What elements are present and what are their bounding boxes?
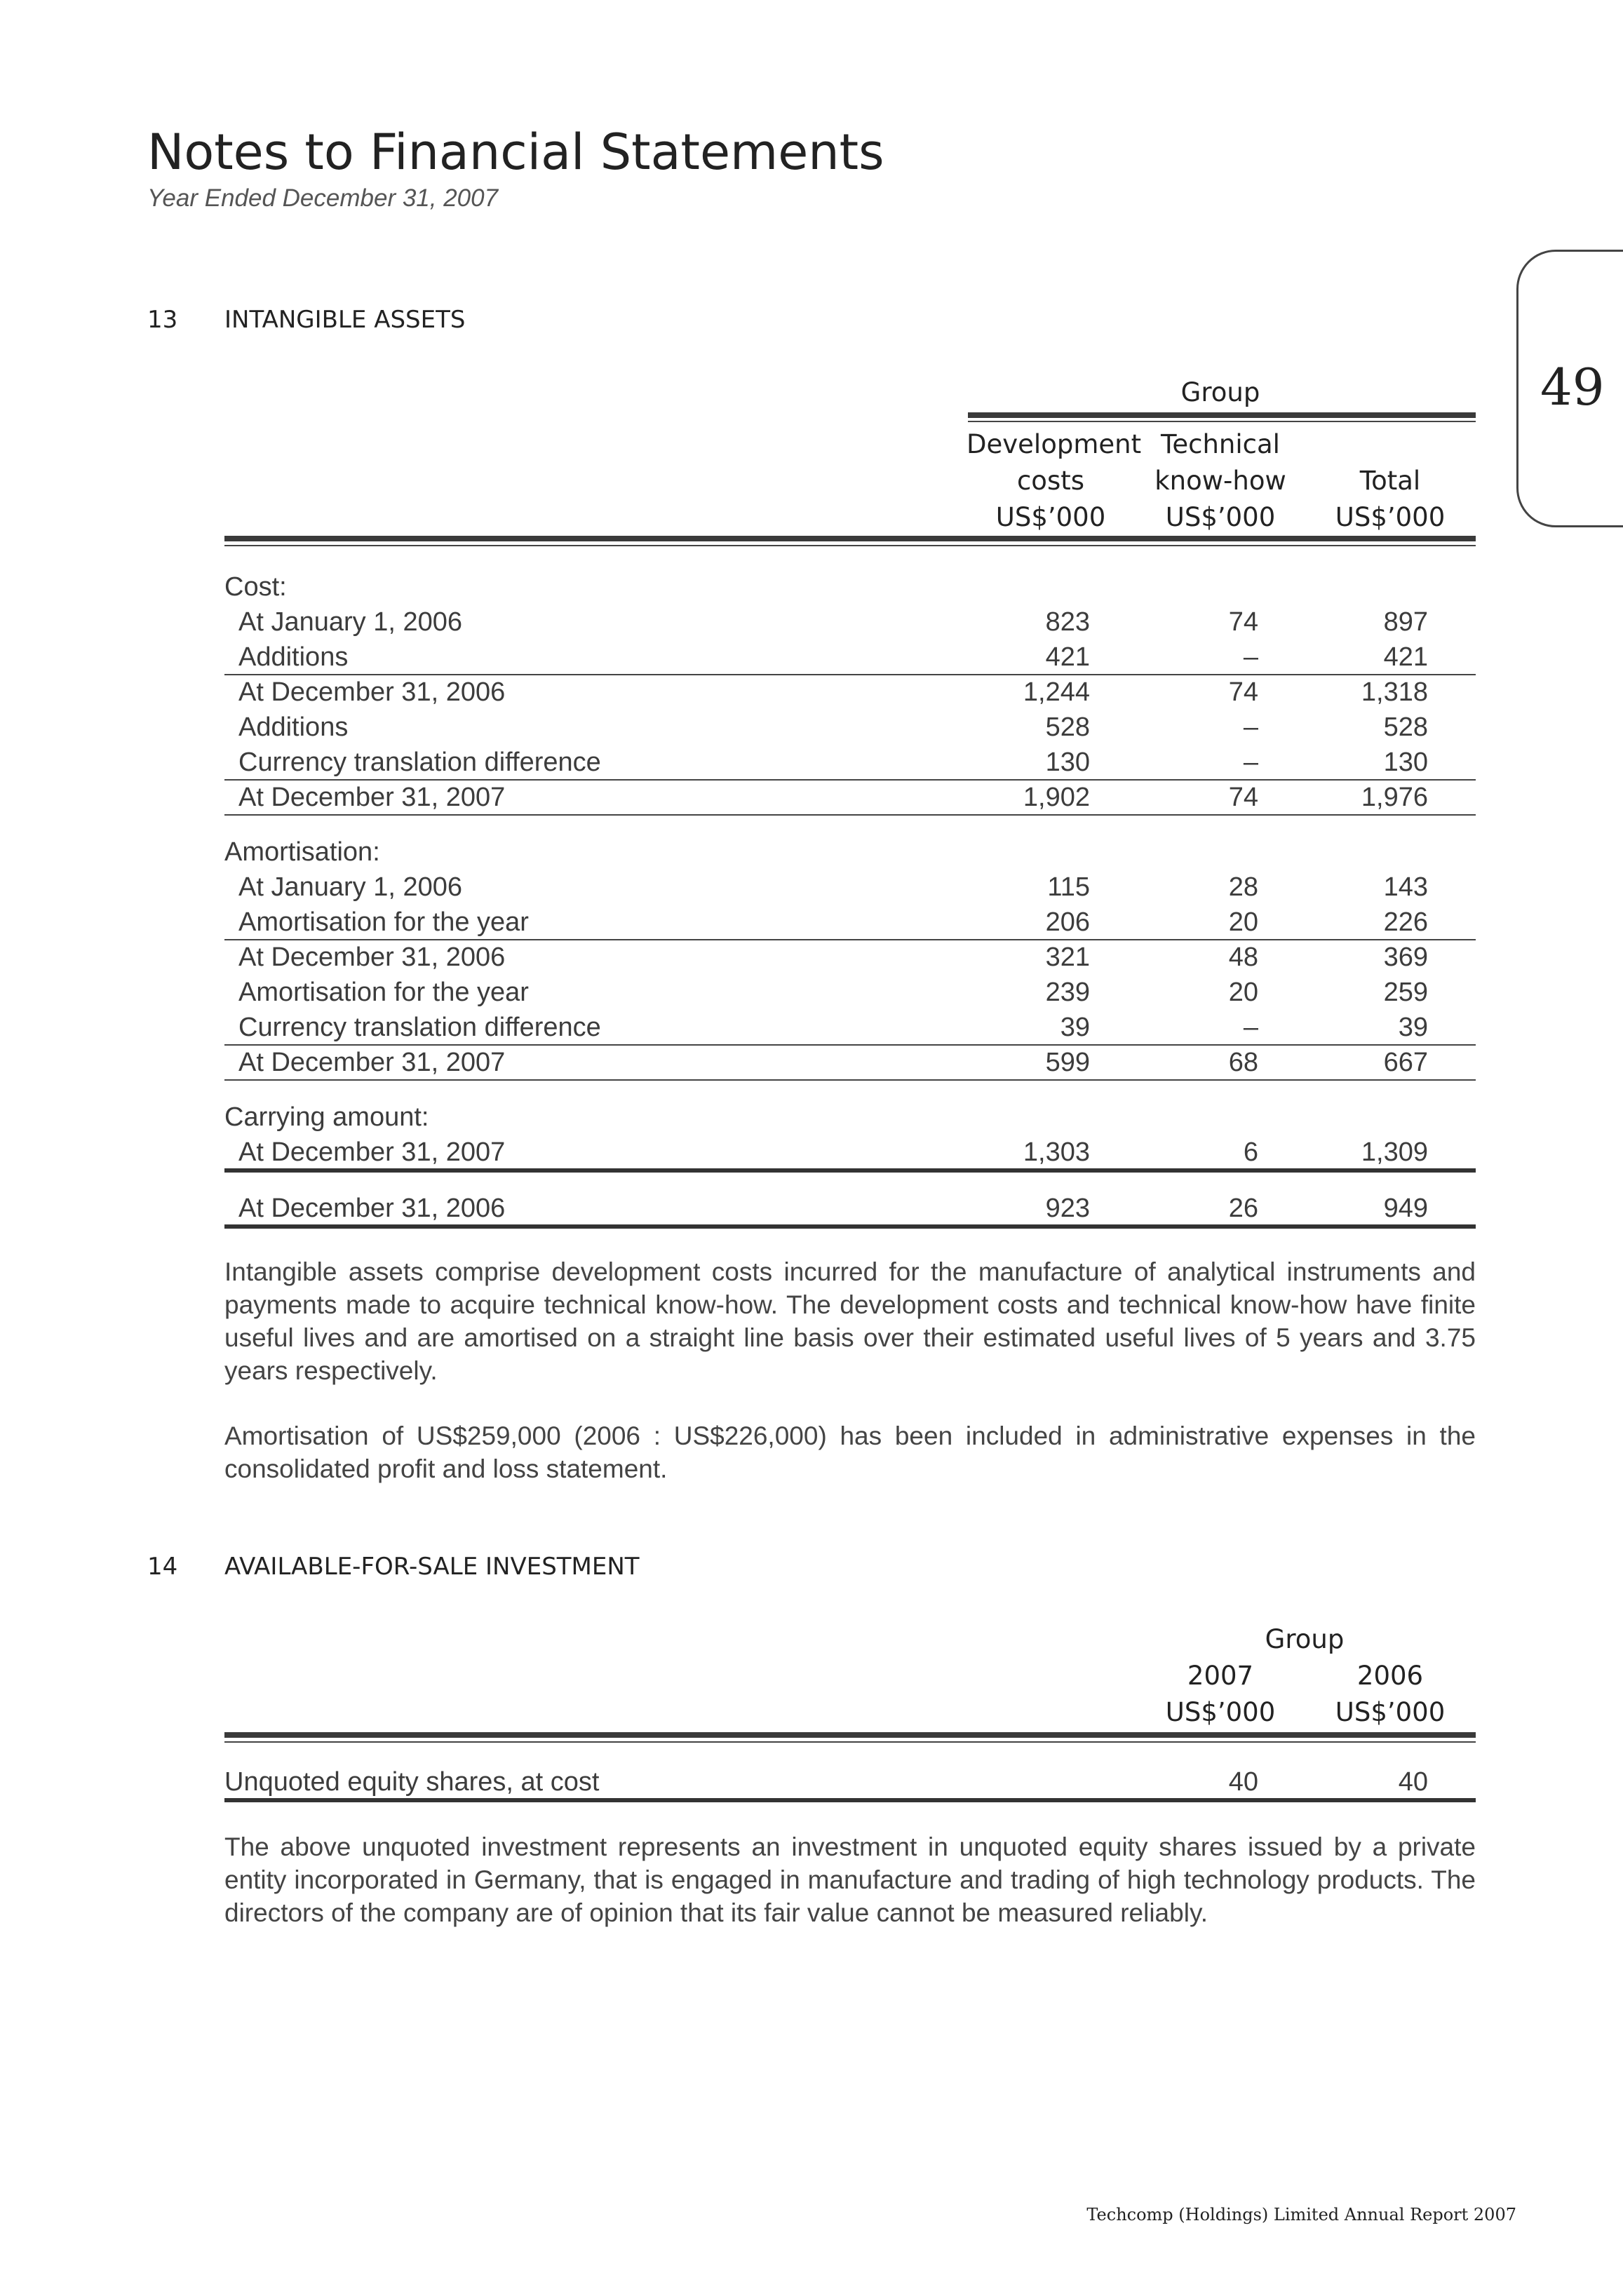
col-header-total: Total US$’000	[1335, 466, 1446, 532]
table-row: At December 31, 2007 1,303 6 1,309	[224, 1135, 1476, 1170]
group-rule-thin	[968, 421, 1476, 422]
table-row: At January 1, 2006 823 74 897	[238, 607, 1428, 637]
col-header-2007: 2007 US$’000	[1165, 1661, 1276, 1727]
section-13-number: 13	[147, 306, 178, 334]
table-header-rule	[224, 536, 1476, 541]
col-header-2006: 2006 US$’000	[1335, 1661, 1446, 1727]
section-14-number: 14	[147, 1553, 178, 1581]
table-header-rule-thin-14	[224, 1741, 1476, 1743]
cost-heading-row	[224, 569, 1476, 605]
table-row: At December 31, 2006 321 48 369	[238, 943, 1428, 972]
table-header-rule-14	[224, 1732, 1476, 1738]
row-divider	[224, 1079, 1476, 1081]
group-label: Group	[1180, 377, 1260, 407]
row-divider	[224, 1168, 1476, 1173]
page-number: 49	[1540, 358, 1605, 417]
table-row: Amortisation for the year 206 20 226	[224, 905, 1476, 940]
section-13-paragraph-2: Amortisation of US$259,000 (2006 : US$226,000) has been included in administrative expenses in the consolidated profit and loss statement.	[224, 1422, 1476, 1483]
section-13-paragraph-1: Intangible assets comprise development costs incurred for the manufacture of analytical instruments and payments made to acquire technical know-how. The development costs and technical know-how have finite useful lives and are amortised on a straight line basis over their estimated useful lives of 5 years and 3.75 years respectively.	[224, 1257, 1476, 1385]
carrying-heading-row	[224, 1100, 1476, 1135]
row-divider	[224, 1224, 1476, 1229]
table-row: At December 31, 2007 599 68 667	[224, 1045, 1476, 1080]
table-row: At December 31, 2007 1,902 74 1,976	[224, 780, 1476, 815]
page-title: Notes to Financial Statements	[147, 123, 884, 181]
carrying-heading: Carrying amount:	[224, 1102, 429, 1132]
col-header-development: Development costs US$’000	[967, 429, 1142, 532]
row-divider	[224, 814, 1476, 816]
section-14-title: AVAILABLE-FOR-SALE INVESTMENT	[224, 1553, 640, 1581]
group-label-14: Group	[1265, 1624, 1345, 1654]
section-13-title: INTANGIBLE ASSETS	[224, 306, 466, 334]
cost-heading: Cost:	[224, 572, 287, 602]
row-divider	[224, 1798, 1476, 1802]
amortisation-heading-row	[224, 835, 1476, 870]
table-row: Currency translation difference 130 – 130	[224, 745, 1476, 780]
group-rule	[968, 412, 1476, 418]
table-row: Unquoted equity shares, at cost 40 40	[224, 1764, 1476, 1799]
table-header-rule-thin	[224, 545, 1476, 546]
table-row: Amortisation for the year 239 20 259	[238, 978, 1428, 1007]
table-row: Currency translation difference 39 – 39	[224, 1010, 1476, 1045]
table-row: At January 1, 2006 115 28 143	[238, 872, 1428, 902]
table-row: Additions 528 – 528	[238, 713, 1428, 742]
col-header-technical: Technical know-how US$’000	[1154, 429, 1286, 532]
footer-text: Techcomp (Holdings) Limited Annual Report 2007	[1086, 2205, 1516, 2224]
section-14-paragraph: The above unquoted investment represents an investment in unquoted equity shares issued by a private entity incorporated in Germany, that is engaged in manufacture and trading of high technology products. The directors of the company are of opinion that its fair value cannot be measured reliably.	[224, 1832, 1476, 1927]
table-row: At December 31, 2006 1,244 74 1,318	[238, 677, 1428, 707]
table-row: At December 31, 2006 923 26 949	[224, 1191, 1476, 1226]
table-row: Additions 421 – 421	[224, 640, 1476, 675]
amortisation-heading: Amortisation:	[224, 837, 380, 867]
page-subtitle: Year Ended December 31, 2007	[147, 184, 499, 212]
